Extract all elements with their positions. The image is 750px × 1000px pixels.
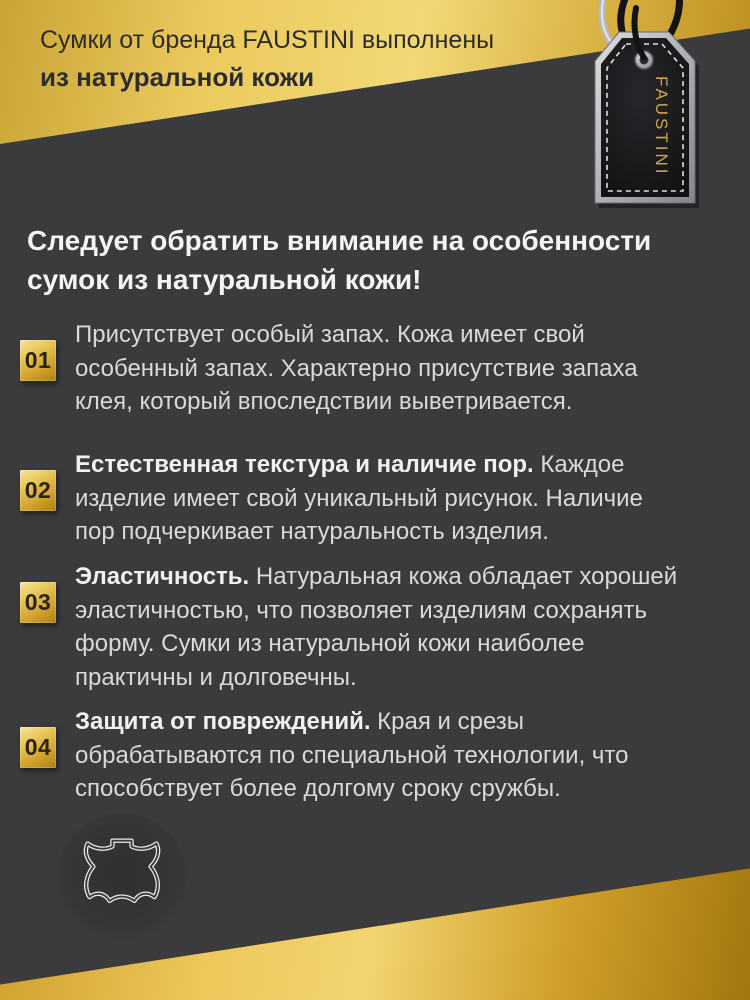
feature-text-3: Эластичность. Натуральная кожа обладает хорошей эластичностью, что позволяет изделиям сохранять форму. Сумки из натуральной кожи наиболее практичны и долговечны. — [75, 563, 678, 691]
feature-number-badge-4: 04 — [20, 727, 56, 768]
feature-item-3 — [20, 560, 730, 694]
brand-tag — [560, 0, 750, 235]
intro-heading — [27, 221, 651, 299]
feature-item-1 — [20, 318, 730, 419]
tag-cord-front — [560, 0, 750, 120]
feature-number-badge-2: 02 — [20, 470, 56, 511]
header-tagline — [40, 22, 494, 96]
header-line-2: из натуральной кожи — [40, 62, 315, 92]
feature-item-2 — [20, 448, 730, 549]
leather-hide-icon — [74, 834, 170, 920]
intro-line-2: сумок из натуральной кожи! — [27, 264, 422, 295]
feature-text-4: Защита от повреждений. Края и срезы обрабатываются по специальной технологии, что способствует более долгому сроку сружбы. — [75, 708, 629, 802]
tag-brand-text: FAUSTINI — [652, 76, 671, 177]
feature-text-2: Естественная текстура и наличие пор. Каждое изделие имеет свой уникальный рисунок. Наличие пор подчеркивает натуральность изделия. — [75, 451, 643, 545]
feature-item-4 — [20, 705, 730, 806]
feature-text-1: Присутствует особый запах. Кожа имеет свой особенный запах. Характерно присутствие запаха клея, который впоследствии выветривается. — [75, 321, 638, 415]
feature-number-badge-3: 03 — [20, 582, 56, 623]
header-line-1: Сумки от бренда FAUSTINI выполнены — [40, 26, 495, 54]
feature-number-badge-1: 01 — [20, 340, 56, 381]
intro-line-1: Следует обратить внимание на особенности — [27, 225, 652, 256]
